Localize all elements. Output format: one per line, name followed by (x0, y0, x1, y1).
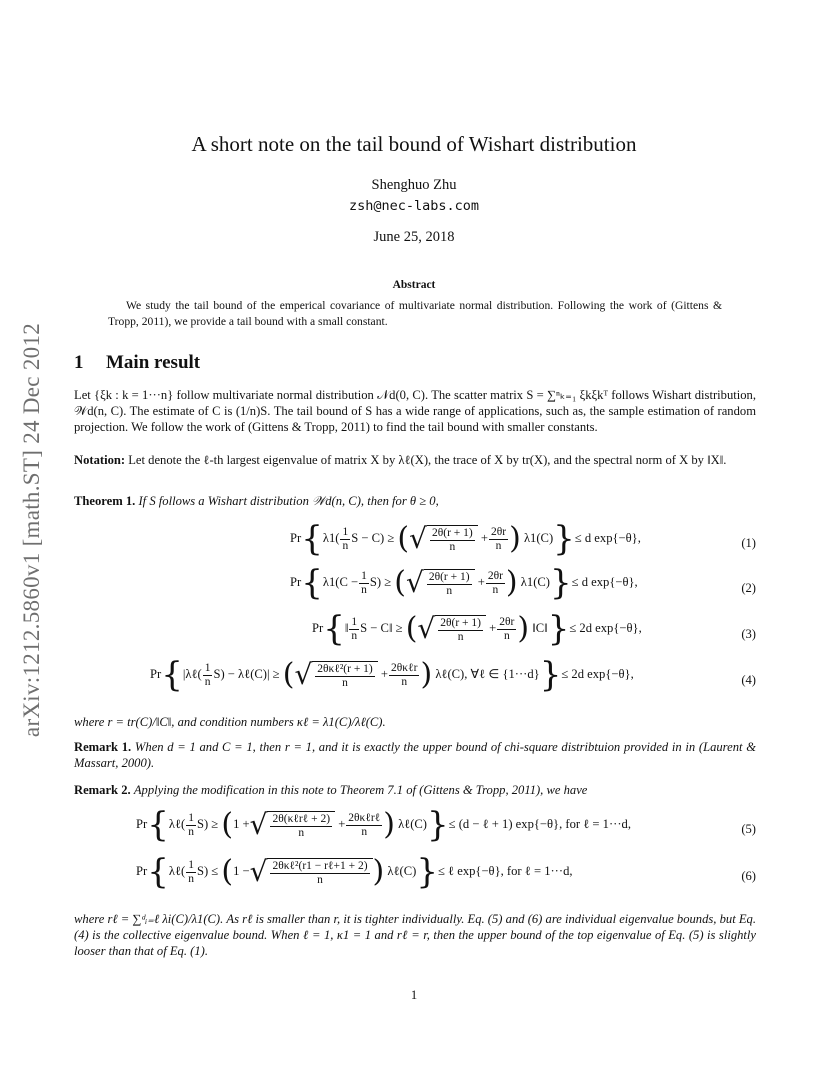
equation-4: Pr{|λℓ( $\frac{1}{n}$ S) − λℓ(C)| ≥ (√ $\frac{\text{2θκℓ²(r + 1)}}{n}$ + $\frac{\text{2θκℓr}}{n}$ ) λℓ(C), ∀ℓ ∈ {1···d}}≤ 2d exp{−θ}, (150, 655, 634, 695)
theorem-label: Theorem 1. (74, 494, 136, 508)
section-heading (74, 352, 200, 374)
equation-number-1: (1) (741, 536, 756, 550)
arxiv-sidebar-stamp (12, 280, 52, 780)
equation-5: Pr{λℓ( $\frac{1}{n}$ S) ≥ (1 +√ $\frac{\text{2θ(κℓrℓ + 2)}}{n}$ + $\frac{\text{2θκℓrℓ}}{n}$ ) λℓ(C)}≤ (d − ℓ + 1) exp{−θ}, for ℓ = 1···d, (136, 805, 631, 845)
remark-2-label: Remark 2. (74, 783, 131, 797)
page-number: 1 (410, 988, 418, 1002)
section-title: Main result (106, 352, 201, 373)
theorem-statement (74, 493, 756, 509)
abstract-text: We study the tail bound of the emperical covariance of multivariate normal distribution. Following the work of (Gittens & Tropp, 2011), we provide a tail bound with a small constant. (108, 299, 722, 328)
remark-1 (74, 739, 756, 771)
where-definition-2: where rℓ = ∑ᵈᵢ₌ℓ λi(C)/λ1(C). As rℓ is smaller than r, it is tighter individually. Eq. (5) and (6) are individual eigenvalue bounds, but Eq. (4) is the collective eigenvalue bound. When ℓ = 1, κ1 = 1 and rℓ = r, then the upper bound of the top eigenvalue of Eq. (5) is slightly looser than that of Eq. (1). (74, 912, 756, 958)
equation-1: Pr{λ1( $\frac{1}{n}$ S − C) ≥ (√ $\frac{2\theta(r + 1)}{n}$ + $\frac{2\theta r}{n}$ ) λ1(C)}≤ d exp{−θ}, (290, 519, 641, 559)
equation-number-6: (6) (741, 869, 756, 883)
theorem-text: If S follows a Wishart distribution 𝒲d(n, C), then for θ ≥ 0, (138, 494, 439, 508)
remark-2-text: Applying the modification in this note to Theorem 7.1 of (Gittens & Tropp, 2011), we have (133, 783, 588, 797)
remark-1-label: Remark 1. (74, 740, 132, 754)
notation-text: Let denote the ℓ-th largest eigenvalue of matrix X by λℓ(X), the trace of X by tr(X), and the spectral norm of X by ‖X‖. (128, 453, 727, 467)
paper-date: June 25, 2018 (373, 229, 455, 245)
author-name: Shenghuo Zhu (371, 177, 457, 193)
equation-number-2: (2) (741, 581, 756, 595)
equation-6: Pr{λℓ( $\frac{1}{n}$ S) ≤ (1 −√ $\frac{\text{2θκℓ²(r1 − rℓ+1 + 2)}}{n}$ ) λℓ(C)}≤ ℓ exp{−θ}, for ℓ = 1···d, (136, 852, 573, 892)
notation-paragraph (74, 452, 756, 468)
arxiv-id: arXiv:1212.5860v1 [math.ST] 24 Dec 2012 (19, 322, 44, 738)
equation-number-4: (4) (741, 673, 756, 687)
equation-3: Pr{‖ $\frac{1}{n}$ S − C‖ ≥ (√ $\frac{2\theta(r + 1)}{n}$ + $\frac{2\theta r}{n}$ ) ‖C‖}≤ 2d exp{−θ}, (312, 609, 642, 649)
equation-2: Pr{λ1(C − $\frac{1}{n}$ S) ≥ (√ $\frac{2\theta(r + 1)}{n}$ + $\frac{2\theta r}{n}$ ) λ1(C)}≤ d exp{−θ}, (290, 563, 638, 603)
where-definition-1: where r = tr(C)/‖C‖, and condition numbers κℓ = λ1(C)/λℓ(C). (74, 715, 386, 729)
author-email: zsh@nec-labs.com (348, 198, 480, 214)
abstract-heading: Abstract (392, 279, 436, 291)
remark-2 (74, 782, 756, 798)
intro-paragraph: Let {ξk : k = 1···n} follow multivariate normal distribution 𝒩d(0, C). The scatter matrix S = ∑ⁿₖ₌₁ ξkξkᵀ follows Wishart distribution, 𝒲d(n, C). The estimate of C is (1/n)S. The tail bound of S has a wide range of applications, such as, the sample estimation of random projection. We follow the work of (Gittens & Tropp, 2011) to find the tail bound with smaller constants. (74, 388, 756, 434)
remark-1-text: When d = 1 and C = 1, then r = 1, and it is exactly the upper bound of chi-square distribtuion provided in in (Laurent & Massart, 2000). (74, 740, 756, 770)
section-number: 1 (74, 352, 84, 373)
equation-number-5: (5) (741, 822, 756, 836)
paper-title: A short note on the tail bound of Wishart distribution (191, 132, 637, 156)
notation-label: Notation: (74, 453, 126, 467)
equation-number-3: (3) (741, 627, 756, 641)
